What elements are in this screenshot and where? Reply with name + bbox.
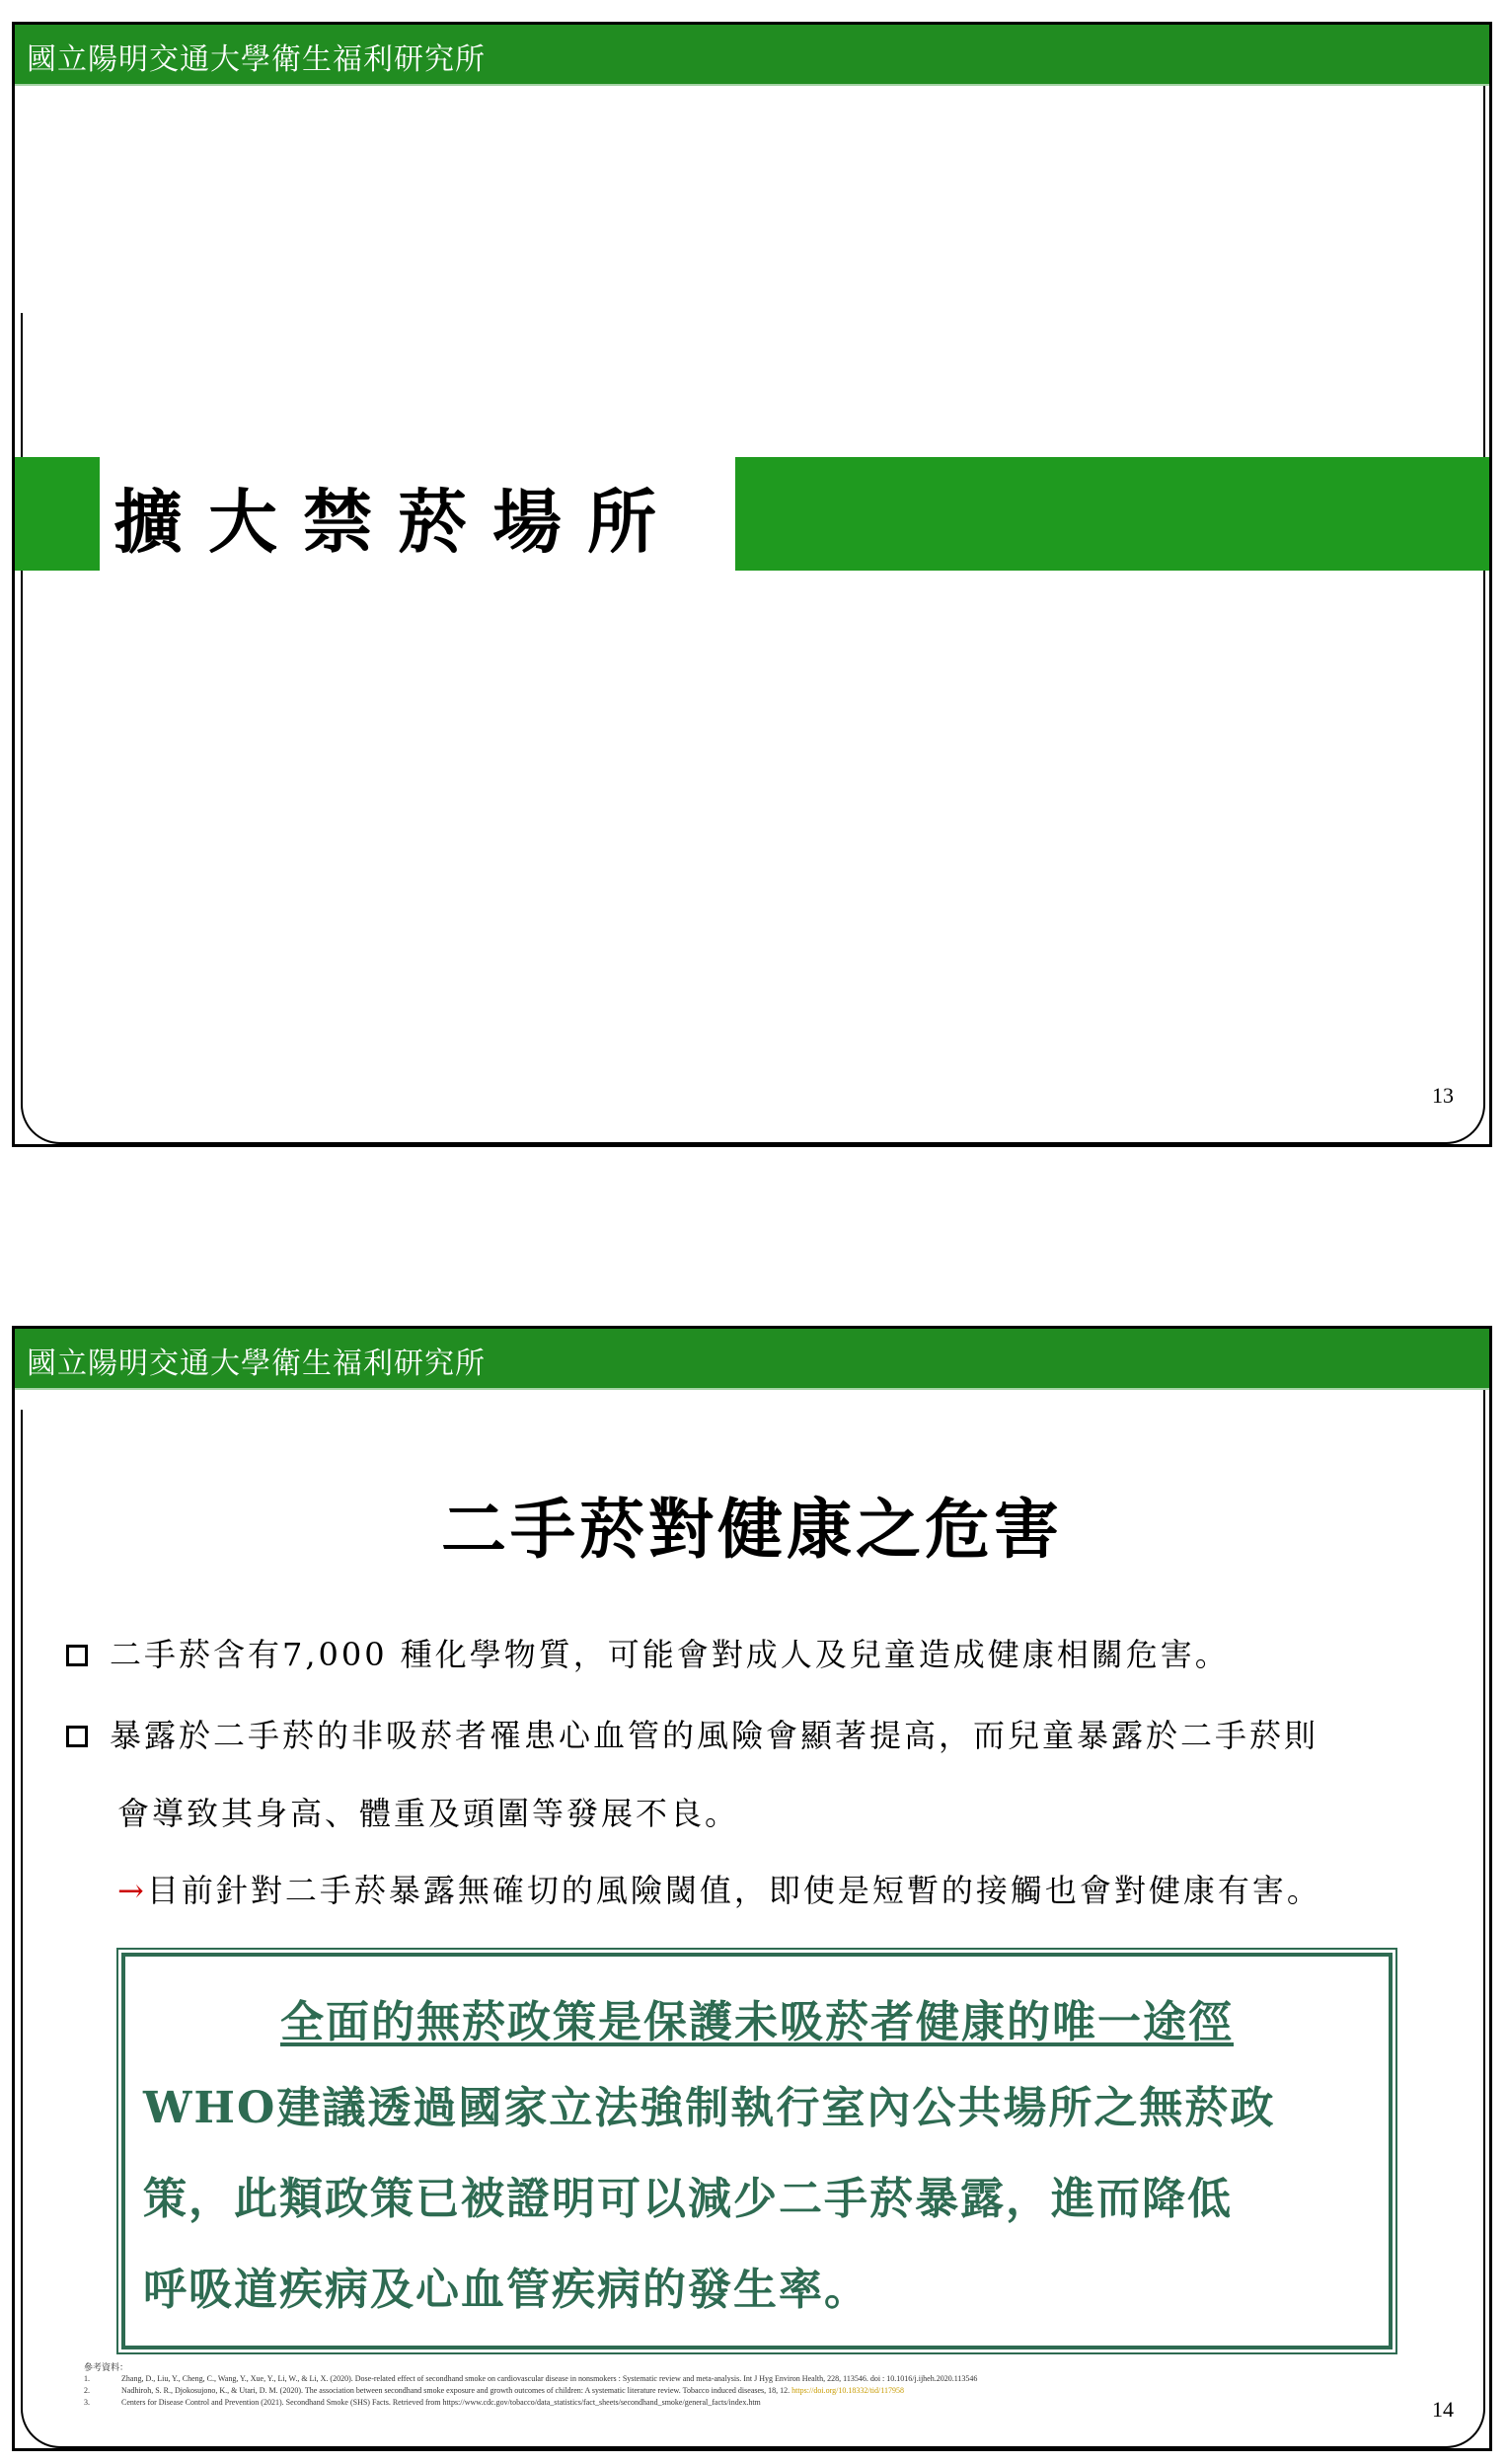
frame-gap	[15, 86, 29, 313]
policy-callout-box	[121, 1953, 1393, 2349]
bullet-item	[66, 1702, 1319, 1769]
reference-number: 1.	[84, 2374, 90, 2383]
page-number: 13	[1432, 1083, 1454, 1108]
reference-text: Nadhiroh, S. R., Djokosujono, K., & Utari, D. M. (2020). The association between secondhand smoke exposure and growth outcomes of children: A systematic literature review. Tobacco induced diseases, 18, 12.	[121, 2386, 792, 2395]
institution-name: 國立陽明交通大學衛生福利研究所	[27, 42, 486, 77]
bullet-continuation: 會導致其身高、體重及頭圍等發展不良。	[117, 1795, 740, 1832]
policy-line: WHO建議透過國家立法強制執行室內公共場所之無菸政	[143, 2083, 1276, 2133]
title-band-left	[15, 457, 100, 571]
institution-name: 國立陽明交通大學衛生福利研究所	[27, 1347, 486, 1381]
square-bullet-icon	[66, 1645, 88, 1666]
reference-number: 3.	[84, 2398, 90, 2407]
square-bullet-icon	[66, 1726, 88, 1747]
policy-line: 策，此類政策已被證明可以減少二手菸暴露，進而降低	[143, 2174, 1233, 2224]
slide-header	[15, 1329, 1489, 1390]
slide-title: 二手菸對健康之危害	[441, 1491, 1063, 1568]
reference-text: Zhang, D., Liu, Y., Cheng, C., Wang, Y., Xue, Y., Li, W., & Li, X. (2020). Dose-related effect of secondhand smoke on cardiovascular disease in nonsmokers : Systematic review and meta-analysis. Int J Hyg Environ Health, 228, 113546. doi : 10.1016/j.ijheh.2020.113546	[121, 2374, 978, 2383]
bullet-text: 暴露於二手菸的非吸菸者罹患心血管的風險會顯著提高，而兒童暴露於二手菸則	[110, 1717, 1319, 1754]
arrow-note	[117, 1866, 1321, 1911]
reference-item	[84, 2373, 977, 2385]
reference-link[interactable]: https://doi.org/10.18332/tid/117958	[791, 2386, 904, 2395]
bullet-item	[66, 1621, 1230, 1688]
slide-13	[12, 22, 1492, 1147]
slide-14	[12, 1326, 1492, 2451]
policy-line: 呼吸道疾病及心血管疾病的發生率。	[143, 2265, 869, 2315]
slide-frame	[21, 86, 1485, 1144]
references-title: 參考資料：	[84, 2362, 129, 2372]
reference-text: Centers for Disease Control and Prevention (2021). Secondhand Smoke (SHS) Facts. Retrieved from https://www.cdc.gov/tobacco/data_statistics/fact_sheets/secondhand_smoke/general_facts/index.htm	[121, 2398, 761, 2407]
reference-number: 2.	[84, 2386, 90, 2395]
reference-item	[84, 2397, 977, 2409]
bullet-text: 二手菸含有7,000 種化學物質，可能會對成人及兒童造成健康相關危害。	[110, 1636, 1230, 1673]
frame-gap	[15, 1390, 29, 1410]
right-arrow-icon: →	[117, 1872, 147, 1909]
slide-title: 擴大禁菸場所	[113, 481, 682, 563]
title-band-right	[735, 457, 1492, 571]
arrow-note-text: 目前針對二手菸暴露無確切的風險閾值，即使是短暫的接觸也會對健康有害。	[146, 1872, 1321, 1909]
page-number: 14	[1432, 2397, 1454, 2422]
reference-item	[84, 2385, 977, 2397]
references	[84, 2361, 977, 2409]
policy-body	[143, 2063, 1377, 2336]
slide-header	[15, 25, 1489, 86]
policy-headline: 全面的無菸政策是保護未吸菸者健康的唯一途徑	[280, 1997, 1234, 2047]
